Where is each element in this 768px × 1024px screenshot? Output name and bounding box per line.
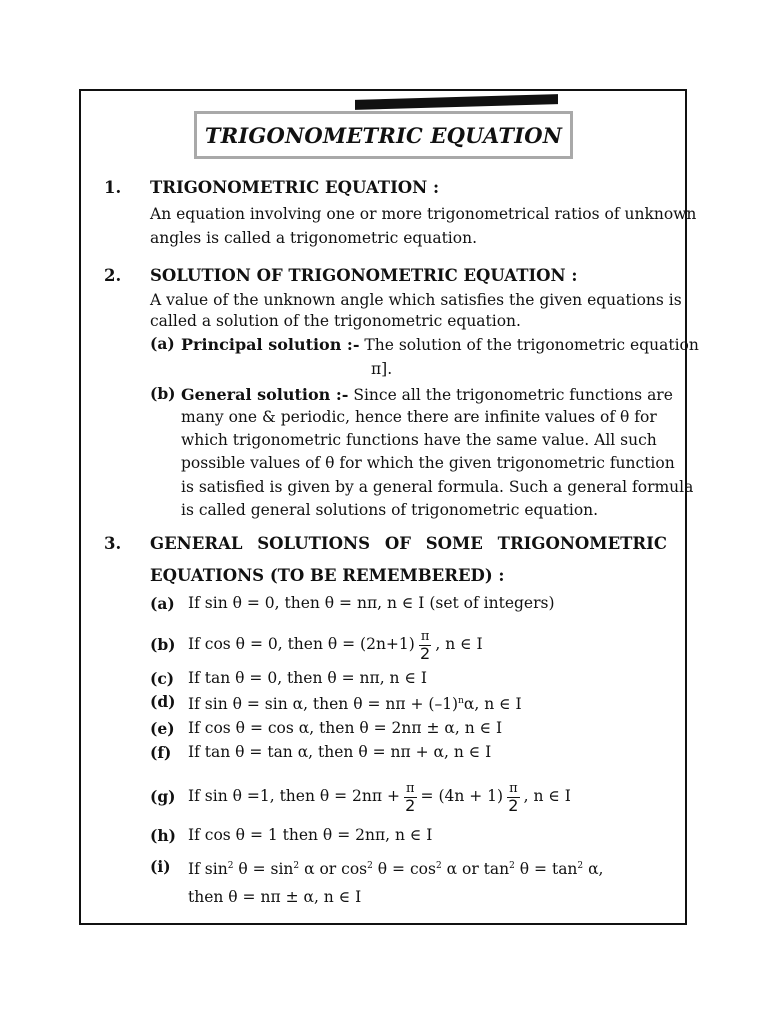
formula-text: θ = tan (514, 860, 578, 879)
item-label: (a) (150, 334, 175, 353)
section-heading: SOLUTION OF TRIGONOMETRIC EQUATION : (150, 266, 578, 285)
fraction-numerator: π (509, 780, 518, 796)
section-number: 1. (104, 178, 122, 197)
general-solution-text: Since all the trigonometric functions are (353, 386, 673, 404)
item-label: (b) (150, 635, 176, 654)
formula-text: α, n ∈ I (463, 695, 522, 714)
formula: If tan θ = 0, then θ = nπ, n ∈ I (188, 669, 427, 687)
item-label: (c) (150, 669, 175, 688)
formula-text: = (4n + 1) (420, 787, 504, 805)
item-label: (f) (150, 743, 172, 762)
general-solution-line (181, 383, 673, 407)
section-heading: GENERAL SOLUTIONS OF SOME TRIGONOMETRIC (150, 534, 667, 553)
exponent: 2 (293, 861, 300, 871)
formula-text: θ = sin (233, 860, 294, 879)
formula-text: If sin θ = sin α, then θ = nπ + (–1) (188, 695, 459, 714)
fraction-numerator: π (405, 780, 415, 796)
item-label: (d) (150, 692, 176, 711)
title-box (194, 111, 573, 159)
formula (188, 776, 571, 816)
formula: If tan θ = tan α, then θ = nπ + α, n ∈ I (188, 743, 492, 761)
formula-text: If sin θ =1, then θ = 2nπ + (188, 787, 400, 805)
formula: If sin θ = 0, then θ = nπ, n ∈ I (set of integers) (188, 594, 555, 612)
section-text: An equation involving one or more trigonometrical ratios of unknown (150, 205, 697, 223)
principal-solution-text: The solution of the trigonometric equation (364, 336, 699, 354)
principal-solution-line (181, 333, 699, 357)
formula: If cos θ = cos α, then θ = 2nπ ± α, n ∈ I (188, 719, 503, 737)
general-solution-text: is called general solutions of trigonometric equation. (181, 501, 599, 519)
fraction-denominator: 2 (405, 795, 416, 815)
exponent: 2 (367, 861, 373, 871)
formula-text: α or tan (441, 860, 510, 879)
formula (188, 855, 603, 881)
formula-text: α, (583, 860, 604, 879)
formula-text: , n ∈ I (523, 787, 571, 805)
formula-text: α or cos (299, 860, 368, 879)
page-title: TRIGONOMETRIC EQUATION (204, 122, 563, 148)
section-text: called a solution of the trigonometric equation. (150, 312, 521, 330)
exponent: 2 (227, 861, 234, 871)
exponent: 2 (509, 861, 515, 871)
exponent: 2 (435, 861, 442, 871)
fraction (404, 781, 417, 814)
principal-solution-title: Principal solution :- (181, 335, 360, 354)
general-solution-text: which trigonometric functions have the same value. All such (181, 431, 657, 449)
section-number: 3. (104, 534, 122, 553)
formula: then θ = nπ ± α, n ∈ I (188, 888, 362, 906)
item-label: (i) (150, 857, 171, 876)
section-heading: EQUATIONS (TO BE REMEMBERED) : (150, 566, 505, 585)
section-heading: TRIGONOMETRIC EQUATION : (150, 178, 440, 197)
section-text: A value of the unknown angle which satisfies the given equations is (150, 291, 682, 309)
formula: If cos θ = 1 then θ = 2nπ, n ∈ I (188, 826, 433, 844)
general-solution-text: is satisfied is given by a general formula. Such a general formula (181, 478, 694, 496)
fraction-numerator: π (420, 628, 430, 644)
fraction-denominator: 2 (508, 795, 519, 815)
formula-text: If sin (188, 860, 228, 879)
formula (188, 690, 522, 716)
exponent: 2 (577, 861, 584, 871)
formula-text: θ = cos (372, 860, 436, 879)
formula (188, 625, 483, 663)
general-solution-title: General solution :- (181, 385, 349, 404)
section-text: angles is called a trigonometric equation. (150, 229, 478, 247)
item-label: (b) (150, 384, 176, 403)
item-label: (e) (150, 719, 175, 738)
section-number: 2. (104, 266, 122, 285)
item-label: (g) (150, 787, 176, 806)
formula-text: If cos θ = 0, then θ = (2n+1) (188, 635, 415, 653)
principal-solution-cont: π]. (371, 360, 393, 378)
item-label: (h) (150, 826, 176, 845)
item-label: (a) (150, 594, 175, 613)
fraction (507, 781, 520, 814)
general-solution-text: many one & periodic, hence there are infinite values of θ for (181, 408, 657, 426)
formula-text: , n ∈ I (435, 635, 483, 653)
fraction-denominator: 2 (420, 643, 431, 663)
general-solution-text: possible values of θ for which the given trigonometric function (181, 454, 675, 472)
fraction (419, 629, 432, 662)
exponent: n (458, 696, 464, 706)
